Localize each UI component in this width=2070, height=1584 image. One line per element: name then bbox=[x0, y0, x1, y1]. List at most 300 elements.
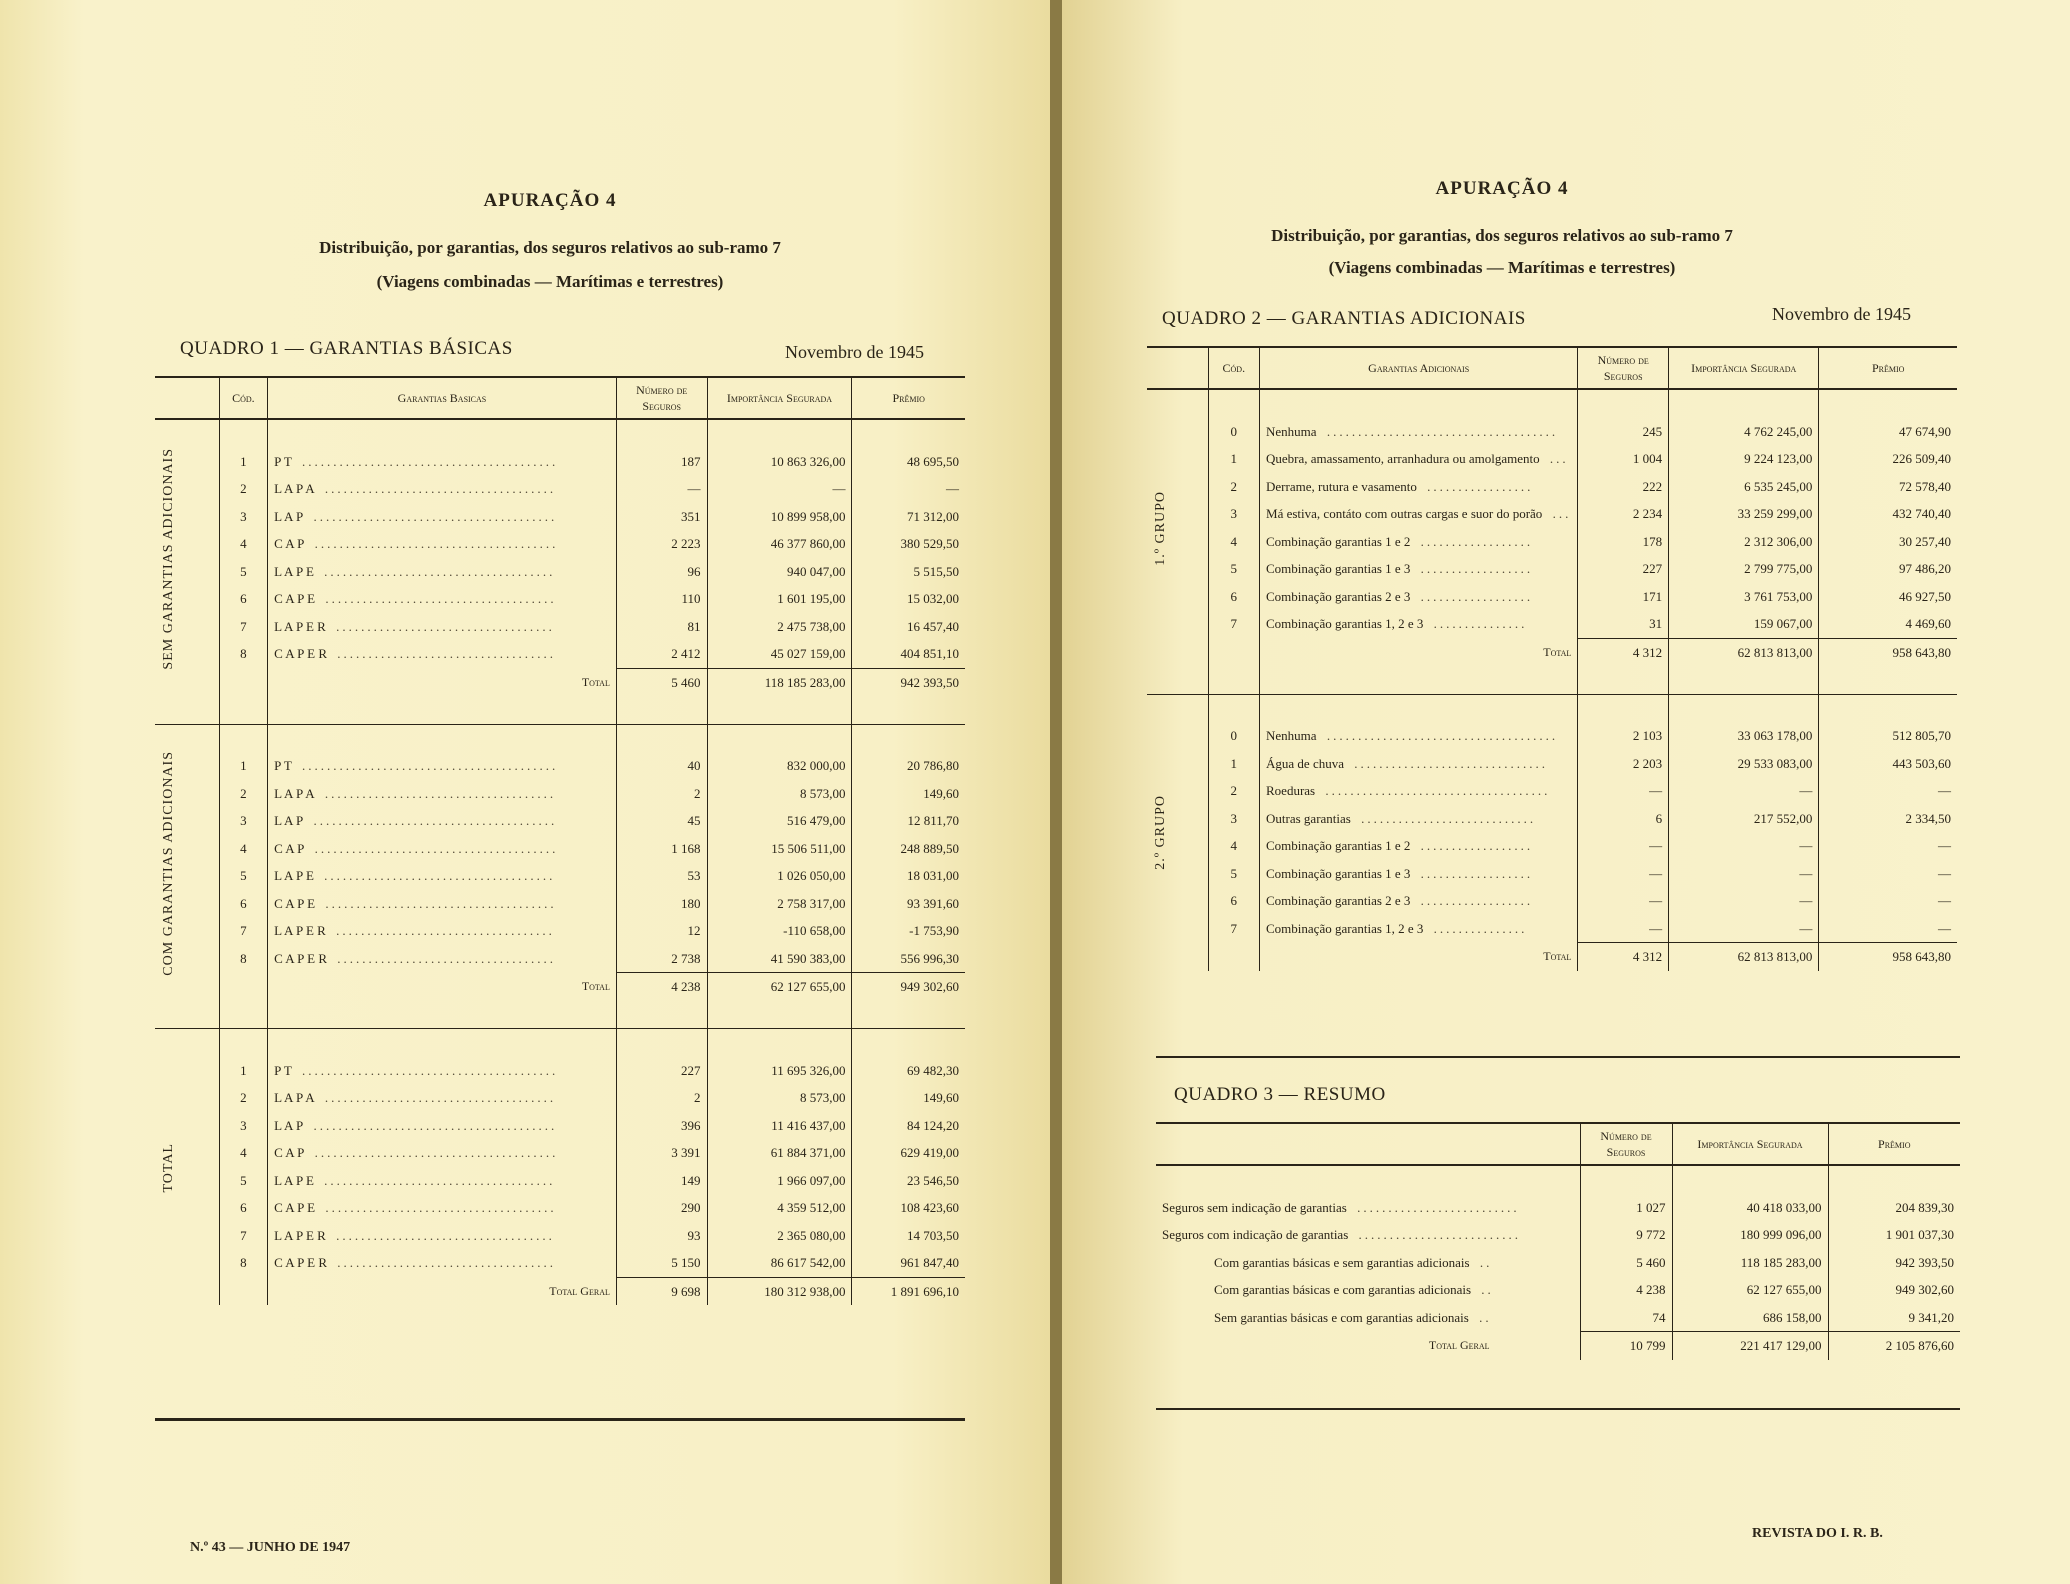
row-garantia: Roeduras bbox=[1266, 783, 1316, 799]
table-row bbox=[155, 917, 965, 945]
row-numero: — bbox=[1578, 832, 1669, 860]
header-premio: Prêmio bbox=[852, 377, 965, 419]
row-numero: 93 bbox=[616, 1222, 707, 1250]
row-numero: 351 bbox=[616, 503, 707, 531]
row-premio: 30 257,40 bbox=[1819, 528, 1957, 556]
row-cod: 6 bbox=[219, 585, 267, 613]
total-numero: 4 312 bbox=[1578, 943, 1669, 971]
row-garantia: C A P E bbox=[274, 1200, 316, 1216]
row-numero: — bbox=[616, 475, 707, 503]
spacer-cell bbox=[1260, 389, 1578, 418]
dot-leader: ..................................... bbox=[319, 591, 557, 607]
row-garantia-cell bbox=[268, 945, 617, 973]
row-garantia-cell bbox=[268, 1057, 617, 1085]
quadro1-title: QUADRO 1 — GARANTIAS BÁSICAS bbox=[180, 338, 513, 359]
right-footer: REVISTA DO I. R. B. bbox=[1752, 1526, 1883, 1541]
quadro2-date: Novembro de 1945 bbox=[1772, 304, 1911, 324]
row-numero: 2 103 bbox=[1578, 722, 1669, 750]
header-premio: Prêmio bbox=[1819, 347, 1957, 389]
row-premio: — bbox=[1819, 887, 1957, 915]
dot-leader: ............... bbox=[1427, 616, 1528, 632]
table-row bbox=[155, 807, 965, 835]
row-premio: 69 482,30 bbox=[852, 1057, 965, 1085]
row-premio: 380 529,50 bbox=[852, 530, 965, 558]
row-premio: 2 334,50 bbox=[1819, 805, 1957, 833]
dot-leader: ... bbox=[1543, 451, 1569, 467]
table-row bbox=[1147, 750, 1957, 778]
right-page bbox=[1062, 0, 2070, 1584]
spacer-cell bbox=[852, 724, 965, 752]
dot-leader: ....................................... bbox=[307, 1117, 558, 1133]
row-premio: 4 469,60 bbox=[1819, 610, 1957, 638]
row-garantia-cell bbox=[268, 835, 617, 863]
row-cod: 8 bbox=[219, 945, 267, 973]
row-premio: 961 847,40 bbox=[852, 1249, 965, 1277]
table-row bbox=[1147, 805, 1957, 833]
group-separator bbox=[155, 696, 965, 724]
row-cod: 6 bbox=[1208, 887, 1259, 915]
row-cod: 1 bbox=[1208, 750, 1259, 778]
separator-cell bbox=[268, 1001, 617, 1029]
row-garantia-cell bbox=[1260, 722, 1578, 750]
table-row bbox=[1147, 832, 1957, 860]
row-numero: 245 bbox=[1578, 418, 1669, 446]
separator-cell bbox=[852, 696, 965, 724]
dot-leader: ................................... bbox=[331, 1255, 557, 1271]
resumo-importancia: 686 158,00 bbox=[1672, 1304, 1828, 1332]
row-garantia: Combinação garantias 1 e 2 bbox=[1266, 533, 1411, 549]
spacer-cell bbox=[1819, 389, 1957, 418]
row-garantia: C A P bbox=[274, 536, 305, 552]
row-numero: 5 150 bbox=[616, 1249, 707, 1277]
total-premio: 958 643,80 bbox=[1819, 638, 1957, 666]
table-row bbox=[155, 558, 965, 586]
row-cod: 8 bbox=[219, 1249, 267, 1277]
table-row bbox=[1147, 610, 1957, 638]
resumo-importancia: 180 999 096,00 bbox=[1672, 1221, 1828, 1249]
row-cod: 4 bbox=[1208, 832, 1259, 860]
separator-cell bbox=[707, 696, 852, 724]
row-importancia: 6 535 245,00 bbox=[1669, 473, 1819, 501]
dot-leader: ..................................... bbox=[317, 1172, 556, 1188]
row-garantia-cell bbox=[268, 807, 617, 835]
row-garantia: L A P E bbox=[274, 868, 314, 884]
row-garantia: Combinação garantias 2 e 3 bbox=[1266, 893, 1411, 909]
table-row bbox=[1147, 915, 1957, 943]
row-garantia: C A P E bbox=[274, 895, 316, 911]
row-cod: 5 bbox=[1208, 860, 1259, 888]
row-cod: 7 bbox=[1208, 915, 1259, 943]
table-row bbox=[155, 613, 965, 641]
separator-cell bbox=[852, 1001, 965, 1029]
row-garantia-cell bbox=[268, 1249, 617, 1277]
table-row bbox=[155, 1084, 965, 1112]
header-importancia: Importância Segurada bbox=[707, 377, 852, 419]
table-row bbox=[155, 1249, 965, 1277]
resumo-importancia: 40 418 033,00 bbox=[1672, 1194, 1828, 1222]
spacer-cell bbox=[219, 1029, 267, 1057]
row-cod: 4 bbox=[219, 835, 267, 863]
row-premio: 47 674,90 bbox=[1819, 418, 1957, 446]
dot-leader: ......................................... bbox=[295, 1062, 559, 1078]
resumo-header-importancia: Importância Segurada bbox=[1672, 1123, 1828, 1165]
spacer-cell bbox=[1208, 389, 1259, 418]
total-label: Total bbox=[268, 973, 617, 1001]
row-importancia: 2 312 306,00 bbox=[1669, 528, 1819, 556]
table-row bbox=[155, 780, 965, 808]
table-row bbox=[1147, 473, 1957, 501]
row-garantia: Combinação garantias 1 e 3 bbox=[1266, 865, 1411, 881]
total-label: Total bbox=[1260, 943, 1578, 971]
row-premio: 48 695,50 bbox=[852, 448, 965, 476]
group-label: SEM GARANTIAS ADICIONAIS bbox=[161, 447, 176, 670]
total-label: Total bbox=[268, 668, 617, 696]
row-garantia: L A P E R bbox=[274, 1227, 326, 1243]
row-importancia: — bbox=[1669, 860, 1819, 888]
row-importancia: 86 617 542,00 bbox=[707, 1249, 852, 1277]
row-importancia: 2 758 317,00 bbox=[707, 890, 852, 918]
separator-cell bbox=[616, 696, 707, 724]
resumo-row bbox=[1156, 1304, 1960, 1332]
right-subtitle-1: Distribuição, por garantias, dos seguros relativos ao sub-ramo 7 bbox=[1271, 226, 1733, 245]
separator-cell bbox=[707, 1001, 852, 1029]
row-premio: 248 889,50 bbox=[852, 835, 965, 863]
resumo-label: Sem garantias básicas e com garantias adicionais bbox=[1214, 1309, 1469, 1325]
separator-cell bbox=[1147, 666, 1208, 694]
dot-leader: ................................... bbox=[329, 618, 555, 634]
resumo-total-row bbox=[1156, 1332, 1960, 1360]
row-garantia: Outras garantias bbox=[1266, 810, 1351, 826]
row-garantia: L A P E R bbox=[274, 923, 326, 939]
row-premio: — bbox=[1819, 860, 1957, 888]
row-premio: — bbox=[852, 475, 965, 503]
row-importancia: 2 475 738,00 bbox=[707, 613, 852, 641]
row-numero: 6 bbox=[1578, 805, 1669, 833]
row-cod: 8 bbox=[219, 640, 267, 668]
spacer-cell bbox=[1828, 1165, 1960, 1194]
row-premio: 226 509,40 bbox=[1819, 445, 1957, 473]
row-premio: 20 786,80 bbox=[852, 752, 965, 780]
header-numero: Número de Seguros bbox=[1578, 347, 1669, 389]
separator-cell bbox=[616, 1001, 707, 1029]
row-garantia-cell bbox=[1260, 860, 1578, 888]
row-importancia: 516 479,00 bbox=[707, 807, 852, 835]
row-importancia: 1 601 195,00 bbox=[707, 585, 852, 613]
row-garantia: L A P bbox=[274, 1117, 304, 1133]
table-row bbox=[155, 640, 965, 668]
dot-leader: .................. bbox=[1414, 561, 1534, 577]
spacer-cell bbox=[616, 419, 707, 448]
group-separator bbox=[155, 1001, 965, 1029]
book-gutter bbox=[1050, 0, 1062, 1584]
resumo-label-cell bbox=[1156, 1221, 1580, 1249]
table-row bbox=[1147, 722, 1957, 750]
row-numero: 2 223 bbox=[616, 530, 707, 558]
row-numero: 1 004 bbox=[1578, 445, 1669, 473]
group-spacer bbox=[155, 724, 965, 752]
row-garantia: L A P A bbox=[274, 1090, 315, 1106]
dot-leader: ....................................... bbox=[308, 1145, 559, 1161]
table-row bbox=[1147, 418, 1957, 446]
row-importancia: 11 416 437,00 bbox=[707, 1112, 852, 1140]
left-heading: APURAÇÃO 4 bbox=[483, 190, 617, 211]
row-garantia: Combinação garantias 1 e 3 bbox=[1266, 561, 1411, 577]
row-garantia-cell bbox=[268, 640, 617, 668]
group-label: 1.º GRUPO bbox=[1153, 490, 1168, 566]
table-row bbox=[155, 752, 965, 780]
separator-cell bbox=[1260, 666, 1578, 694]
table-row bbox=[1147, 445, 1957, 473]
row-garantia: Água de chuva bbox=[1266, 755, 1344, 771]
row-importancia: 41 590 383,00 bbox=[707, 945, 852, 973]
total-row bbox=[155, 1277, 965, 1305]
header-importancia: Importância Segurada bbox=[1669, 347, 1819, 389]
row-garantia: L A P bbox=[274, 813, 304, 829]
row-garantia-cell bbox=[268, 752, 617, 780]
resumo-label: Com garantias básicas e sem garantias adicionais bbox=[1214, 1254, 1470, 1270]
row-numero: 12 bbox=[616, 917, 707, 945]
row-premio: 5 515,50 bbox=[852, 558, 965, 586]
row-garantia-cell bbox=[268, 1139, 617, 1167]
row-premio: 556 996,30 bbox=[852, 945, 965, 973]
row-garantia-cell bbox=[268, 1194, 617, 1222]
spacer-cell bbox=[268, 724, 617, 752]
row-garantia: Derrame, rutura e vasamento bbox=[1266, 478, 1417, 494]
table-row bbox=[155, 1167, 965, 1195]
dot-leader: ..................................... bbox=[1320, 423, 1559, 439]
row-importancia: 4 762 245,00 bbox=[1669, 418, 1819, 446]
total-importancia: 62 813 813,00 bbox=[1669, 638, 1819, 666]
spacer-cell bbox=[219, 419, 267, 448]
resumo-premio: 949 302,60 bbox=[1828, 1276, 1960, 1304]
spacer-cell bbox=[1669, 694, 1819, 722]
row-numero: 149 bbox=[616, 1167, 707, 1195]
dot-leader: ................................... bbox=[331, 646, 557, 662]
row-garantia: Combinação garantias 1, 2 e 3 bbox=[1266, 920, 1424, 936]
spacer-cell bbox=[1580, 1165, 1672, 1194]
row-cod: 4 bbox=[219, 1139, 267, 1167]
header-blank bbox=[155, 377, 219, 419]
row-garantia-cell bbox=[1260, 500, 1578, 528]
row-cod: 7 bbox=[219, 613, 267, 641]
dot-leader: ......................................... bbox=[295, 453, 559, 469]
row-numero: 45 bbox=[616, 807, 707, 835]
dot-leader: ..................................... bbox=[1320, 728, 1559, 744]
row-garantia-cell bbox=[1260, 528, 1578, 556]
table-row bbox=[155, 475, 965, 503]
total-numero: 4 238 bbox=[616, 973, 707, 1001]
resumo-numero: 5 460 bbox=[1580, 1249, 1672, 1277]
row-garantia-cell bbox=[1260, 418, 1578, 446]
group-spacer bbox=[155, 419, 965, 448]
dot-leader: ..................................... bbox=[317, 563, 556, 579]
table-row bbox=[1147, 777, 1957, 805]
row-numero: 2 738 bbox=[616, 945, 707, 973]
row-cod: 4 bbox=[219, 530, 267, 558]
group-separator bbox=[1147, 666, 1957, 694]
row-garantia: Nenhuma bbox=[1266, 423, 1317, 439]
row-garantia: Má estiva, contáto com outras cargas e suor do porão bbox=[1266, 506, 1543, 522]
row-cod: 1 bbox=[219, 1057, 267, 1085]
spacer-cell bbox=[707, 419, 852, 448]
resumo-numero: 4 238 bbox=[1580, 1276, 1672, 1304]
resumo-total-importancia: 221 417 129,00 bbox=[1672, 1332, 1828, 1360]
row-numero: 2 412 bbox=[616, 640, 707, 668]
row-importancia: — bbox=[1669, 915, 1819, 943]
quadro2-title: QUADRO 2 — GARANTIAS ADICIONAIS bbox=[1162, 308, 1526, 329]
row-premio: 108 423,60 bbox=[852, 1194, 965, 1222]
spacer-cell bbox=[1208, 694, 1259, 722]
row-garantia: C A P E R bbox=[274, 950, 328, 966]
row-cod: 2 bbox=[1208, 777, 1259, 805]
header-garantias: Garantias Adicionais bbox=[1260, 347, 1578, 389]
resumo-row bbox=[1156, 1249, 1960, 1277]
left-subtitle-2: (Viagens combinadas — Marítimas e terrestres) bbox=[376, 272, 724, 291]
dot-leader: ..................................... bbox=[317, 868, 556, 884]
separator-cell bbox=[1208, 666, 1259, 694]
row-garantia-cell bbox=[268, 890, 617, 918]
row-premio: 71 312,00 bbox=[852, 503, 965, 531]
right-heading: APURAÇÃO 4 bbox=[1435, 178, 1569, 199]
total-importancia: 118 185 283,00 bbox=[707, 668, 852, 696]
row-garantia: L A P A bbox=[274, 481, 315, 497]
dot-leader: ......................................... bbox=[295, 758, 559, 774]
row-importancia: 2 799 775,00 bbox=[1669, 555, 1819, 583]
row-importancia: 10 863 326,00 bbox=[707, 448, 852, 476]
row-importancia: — bbox=[1669, 777, 1819, 805]
dot-leader: ..................................... bbox=[319, 895, 557, 911]
total-premio: 942 393,50 bbox=[852, 668, 965, 696]
row-garantia-cell bbox=[1260, 610, 1578, 638]
row-importancia: 29 533 083,00 bbox=[1669, 750, 1819, 778]
spacer-cell bbox=[1672, 1165, 1828, 1194]
group-label: COM GARANTIAS ADICIONAIS bbox=[161, 750, 176, 976]
row-premio: — bbox=[1819, 915, 1957, 943]
group-label-cell bbox=[155, 419, 219, 696]
row-numero: 2 203 bbox=[1578, 750, 1669, 778]
total-label: Total bbox=[1260, 638, 1578, 666]
table-row bbox=[1147, 528, 1957, 556]
total-premio: 949 302,60 bbox=[852, 973, 965, 1001]
total-cod-cell bbox=[219, 668, 267, 696]
total-row bbox=[155, 668, 965, 696]
row-cod: 2 bbox=[1208, 473, 1259, 501]
row-premio: 93 391,60 bbox=[852, 890, 965, 918]
group-label-cell bbox=[155, 724, 219, 1001]
row-cod: 5 bbox=[219, 1167, 267, 1195]
row-importancia: 2 365 080,00 bbox=[707, 1222, 852, 1250]
row-cod: 0 bbox=[1208, 418, 1259, 446]
row-premio: 12 811,70 bbox=[852, 807, 965, 835]
resumo-label: Seguros sem indicação de garantias bbox=[1162, 1199, 1347, 1215]
row-cod: 4 bbox=[1208, 528, 1259, 556]
separator-cell bbox=[1669, 666, 1819, 694]
row-garantia: L A P E bbox=[274, 1172, 314, 1188]
dot-leader: ................................... bbox=[329, 923, 555, 939]
row-garantia-cell bbox=[1260, 915, 1578, 943]
row-numero: 3 391 bbox=[616, 1139, 707, 1167]
resumo-premio: 942 393,50 bbox=[1828, 1249, 1960, 1277]
dot-leader: ... bbox=[1546, 506, 1572, 522]
right-subtitle-2: (Viagens combinadas — Marítimas e terrestres) bbox=[1328, 258, 1676, 277]
row-premio: 15 032,00 bbox=[852, 585, 965, 613]
resumo-premio: 1 901 037,30 bbox=[1828, 1221, 1960, 1249]
row-cod: 2 bbox=[219, 475, 267, 503]
total-numero: 5 460 bbox=[616, 668, 707, 696]
dot-leader: ..................................... bbox=[318, 785, 557, 801]
resumo-label-cell bbox=[1156, 1249, 1580, 1277]
row-garantia: Nenhuma bbox=[1266, 728, 1317, 744]
table-row bbox=[1147, 887, 1957, 915]
row-importancia: -110 658,00 bbox=[707, 917, 852, 945]
total-row bbox=[155, 973, 965, 1001]
total-importancia: 62 813 813,00 bbox=[1669, 943, 1819, 971]
resumo-row bbox=[1156, 1221, 1960, 1249]
row-garantia: C A P bbox=[274, 1145, 305, 1161]
row-premio: 23 546,50 bbox=[852, 1167, 965, 1195]
spacer-cell bbox=[1260, 694, 1578, 722]
row-garantia: Combinação garantias 1, 2 e 3 bbox=[1266, 616, 1424, 632]
row-numero: 81 bbox=[616, 613, 707, 641]
resumo-importancia: 118 185 283,00 bbox=[1672, 1249, 1828, 1277]
row-garantia: C A P E R bbox=[274, 646, 328, 662]
row-garantia-cell bbox=[268, 558, 617, 586]
row-premio: 404 851,10 bbox=[852, 640, 965, 668]
row-cod: 3 bbox=[219, 807, 267, 835]
dot-leader: .. bbox=[1472, 1309, 1492, 1325]
resumo-importancia: 62 127 655,00 bbox=[1672, 1276, 1828, 1304]
separator-cell bbox=[219, 1001, 267, 1029]
row-cod: 0 bbox=[1208, 722, 1259, 750]
row-garantia-cell bbox=[1260, 555, 1578, 583]
row-numero: 96 bbox=[616, 558, 707, 586]
dot-leader: .................. bbox=[1414, 838, 1534, 854]
row-importancia: — bbox=[1669, 887, 1819, 915]
separator-cell bbox=[1578, 666, 1669, 694]
resumo-premio: 9 341,20 bbox=[1828, 1304, 1960, 1332]
row-importancia: 217 552,00 bbox=[1669, 805, 1819, 833]
dot-leader: ....................................... bbox=[308, 536, 559, 552]
row-premio: 84 124,20 bbox=[852, 1112, 965, 1140]
quadro2-table bbox=[1147, 346, 1957, 971]
header-cod: Cód. bbox=[219, 377, 267, 419]
spacer-cell bbox=[1578, 694, 1669, 722]
total-importancia: 180 312 938,00 bbox=[707, 1277, 852, 1305]
row-garantia-cell bbox=[268, 1112, 617, 1140]
row-premio: 16 457,40 bbox=[852, 613, 965, 641]
spacer-cell bbox=[616, 1029, 707, 1057]
row-importancia: 4 359 512,00 bbox=[707, 1194, 852, 1222]
row-numero: — bbox=[1578, 915, 1669, 943]
dot-leader: ..................................... bbox=[318, 1090, 557, 1106]
row-importancia: 15 506 511,00 bbox=[707, 835, 852, 863]
dot-leader: ................. bbox=[1420, 478, 1534, 494]
dot-leader: .................. bbox=[1414, 865, 1534, 881]
row-premio: 512 805,70 bbox=[1819, 722, 1957, 750]
resumo-label-cell bbox=[1156, 1304, 1580, 1332]
dot-leader: ............................ bbox=[1354, 810, 1537, 826]
row-garantia-cell bbox=[268, 917, 617, 945]
spacer-cell bbox=[219, 724, 267, 752]
dot-leader: ..................................... bbox=[319, 1200, 557, 1216]
row-garantia-cell bbox=[268, 1167, 617, 1195]
table-row bbox=[155, 1194, 965, 1222]
row-garantia-cell bbox=[1260, 832, 1578, 860]
dot-leader: .......................... bbox=[1350, 1199, 1520, 1215]
row-cod: 7 bbox=[219, 1222, 267, 1250]
resumo-header-premio: Prêmio bbox=[1828, 1123, 1960, 1165]
table-row bbox=[155, 945, 965, 973]
